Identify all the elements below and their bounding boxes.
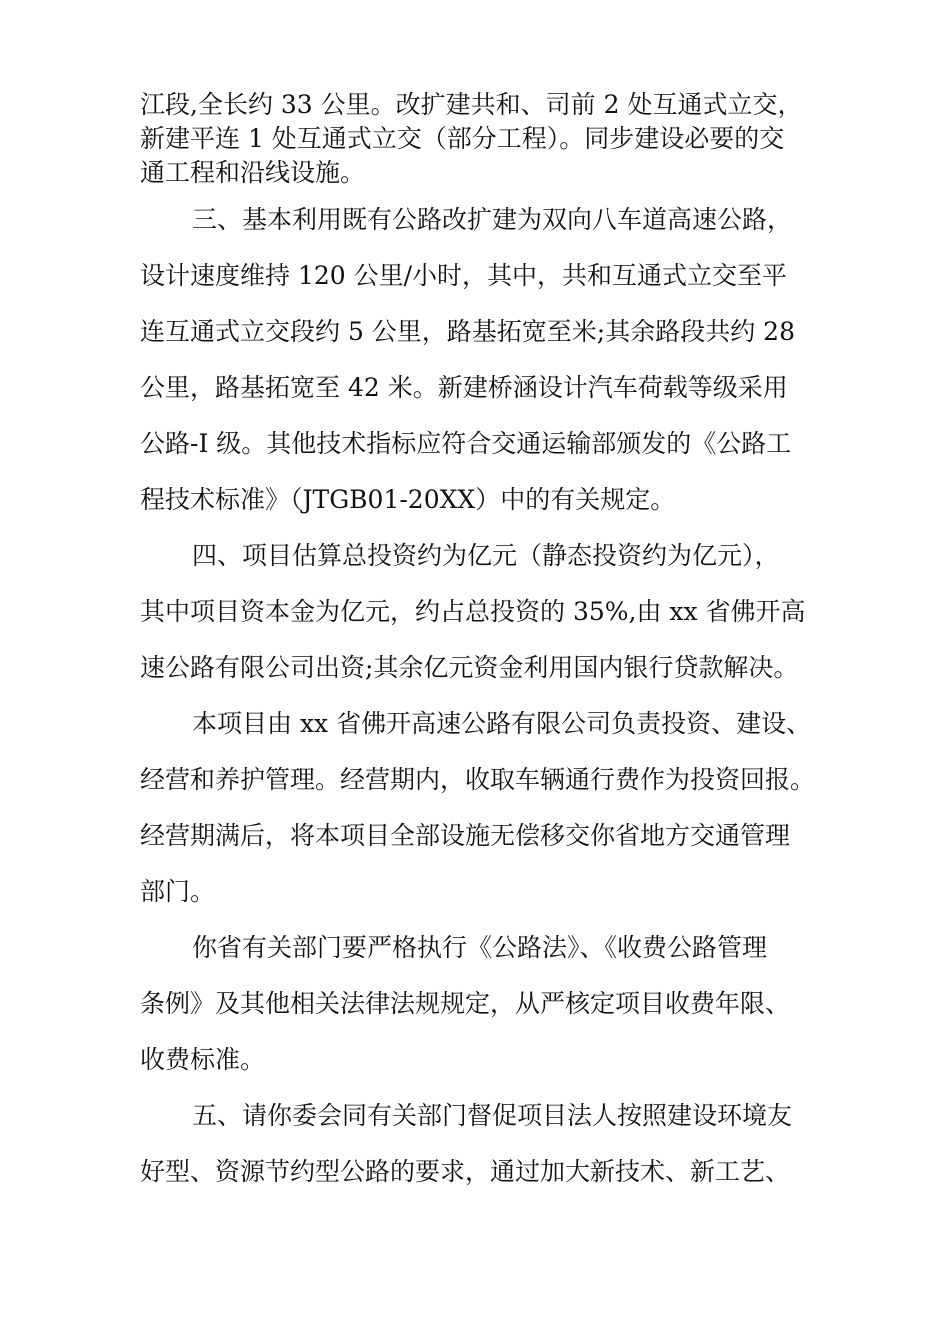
text-line: 经营和养护管理。经营期内，收取车辆通行费作为投资回报。 <box>140 765 816 794</box>
paragraph-first-line: 五、请你委会同有关部门督促项目法人按照建设环境友 <box>192 1101 793 1130</box>
text-line: 好型、资源节约型公路的要求，通过加大新技术、新工艺、 <box>140 1157 791 1186</box>
text-line: 条例》及其他相关法律法规规定，从严核定项目收费年限、 <box>140 989 791 1018</box>
text-line: 连互通式立交段约 5 公里，路基拓宽至米;其余路段共约 28 <box>140 317 795 346</box>
text-line: 公里，路基拓宽至 42 米。新建桥涵设计汽车荷载等级采用 <box>140 373 788 402</box>
text-line: 其中项目资本金为亿元，约占总投资的 35%,由 xx 省佛开高 <box>140 597 806 626</box>
text-line: 公路-I 级。其他技术指标应符合交通运输部颁发的《公路工 <box>140 429 792 458</box>
text-line: 新建平连 1 处互通式立交（部分工程）。同步建设必要的交 <box>140 124 785 153</box>
paragraph-first-line: 本项目由 xx 省佛开高速公路有限公司负责投资、建设、 <box>192 709 812 738</box>
text-line: 经营期满后，将本项目全部设施无偿移交你省地方交通管理 <box>140 821 791 850</box>
text-line: 江段,全长约 33 公里。改扩建共和、司前 2 处互通式立交， <box>140 90 803 119</box>
paragraph-first-line: 你省有关部门要严格执行《公路法》、《收费公路管理 <box>192 933 768 962</box>
text-line: 通工程和沿线设施。 <box>140 158 366 187</box>
text-line: 程技术标准》（JTGB01-20XX）中的有关规定。 <box>140 485 676 514</box>
paragraph-first-line: 四、项目估算总投资约为亿元（静态投资约为亿元）， <box>192 541 780 570</box>
text-line: 设计速度维持 120 公里/小时，其中，共和互通式立交至平 <box>140 261 788 290</box>
paragraph-first-line: 三、基本利用既有公路改扩建为双向八车道高速公路， <box>192 205 793 234</box>
text-line: 速公路有限公司出资;其余亿元资金利用国内银行贷款解决。 <box>140 653 799 682</box>
text-line: 部门。 <box>140 877 216 906</box>
text-line: 收费标准。 <box>140 1045 266 1074</box>
